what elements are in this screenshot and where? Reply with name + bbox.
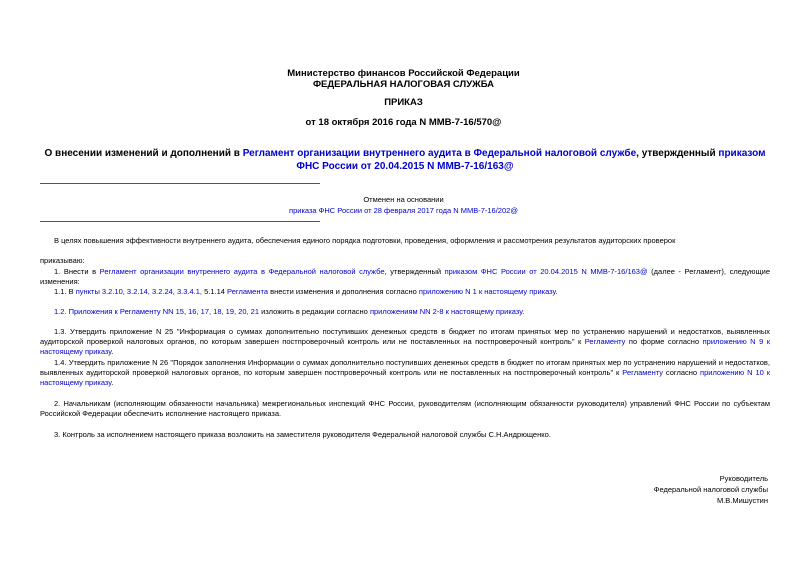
canceled-line xyxy=(0,206,807,215)
ministry-heading: Министерство финансов Российской Федерации xyxy=(287,68,520,79)
p13-text-2: по форме согласно xyxy=(625,337,703,346)
p1-text-3: (далее - Регламент), следующие изменения: xyxy=(40,267,770,286)
doc-date: от 18 октября 2016 года N ММВ-7-16/570@ xyxy=(305,117,502,128)
title-text-2: , утвержденный xyxy=(636,148,719,159)
order-word: приказываю: xyxy=(40,256,85,265)
p1-order-link[interactable]: приказом ФНС России от 20.04.2015 N ММВ-7-16/163@ xyxy=(444,267,648,276)
p14-text-2: согласно xyxy=(662,368,701,377)
document-title xyxy=(40,147,770,173)
canceled-order-link[interactable]: приказа ФНС России от 28 февраля 2017 года N ММВ-7-16/202@ xyxy=(289,206,518,215)
paragraph-1-3 xyxy=(40,327,770,357)
paragraph-2: 2. Начальникам (исполняющим обязанности начальника) межрегиональных инспекций ФНС России, руководителям (исполняющим обязанности руководителя) управлений ФНС России по субъектам Российской Федерации обеспечить исполнение настоящего приказа. xyxy=(40,399,770,418)
p11-points-link[interactable]: пункты 3.2.10, 3.2.14, 3.2.24, 3.3.4.1, xyxy=(75,287,202,296)
p12-text: изложить в редакции согласно xyxy=(259,307,370,316)
p1-text: 1. Внести в xyxy=(54,267,100,276)
signature-name: М.В.Мишустин xyxy=(716,496,768,505)
p12-appendix-link[interactable]: приложениям NN 2-8 к настоящему приказу xyxy=(369,307,523,316)
title-order-link[interactable]: приказом ФНС России от 20.04.2015 N ММВ-7-16/163@ xyxy=(296,148,766,172)
title-reglament-link[interactable]: Регламент организации внутреннего аудита в Федеральной налоговой службе xyxy=(242,148,637,159)
p11-text-2: 5.1.14 xyxy=(202,287,228,296)
paragraph-3: 3. Контроль за исполнением настоящего приказа возложить на заместителя руководителя Федеральной налоговой службы С.Н.Андрющенко. xyxy=(54,430,551,439)
p1-reglament-link[interactable]: Регламент организации внутреннего аудита в Федеральной налоговой службе xyxy=(99,267,385,276)
p13-appendix-link[interactable]: приложению N 9 к настоящему приказу xyxy=(40,337,770,356)
canceled-label: Отменен на основании xyxy=(363,195,444,204)
p11-reglament-link[interactable]: Регламента xyxy=(227,287,268,296)
paragraph-1 xyxy=(40,267,770,287)
divider-top xyxy=(40,183,320,184)
signature-org: Федеральной налоговой службы xyxy=(653,485,768,494)
p12-text-2: . xyxy=(522,307,525,316)
p1-text-2: , утвержденный xyxy=(384,267,445,276)
p11-appendix-link[interactable]: приложению N 1 к настоящему приказу xyxy=(418,287,556,296)
title-text: О внесении изменений и дополнений в xyxy=(44,148,243,159)
divider-bottom xyxy=(40,221,320,222)
signature-title: Руководитель xyxy=(719,474,768,483)
service-heading: ФЕДЕРАЛЬНАЯ НАЛОГОВАЯ СЛУЖБА xyxy=(312,79,495,90)
paragraph-1-2 xyxy=(40,307,770,317)
p14-text: 1.4. Утвердить приложение N 26 "Порядок заполнения Информации о суммах дополнительно поступивших денежных средств в бюджет по итогам принятых мер по устранению нарушений и недостатков, выявленных аудиторской проверкой налоговых органов, по которым завершен постпроверочный контроль или не поставленных на постпроверочный контроль" к xyxy=(40,358,770,377)
p13-text: 1.3. Утвердить приложение N 25 "Информация о суммах дополнительно поступивших денежных средств в бюджет по итогам принятых мер по устранению нарушений и недостатков, выявленных аудиторской проверкой налоговых органов, по которым завершен постпроверочный контроль или не поставленных на постпроверочный контроль" к xyxy=(40,327,770,346)
p12-appendices-link[interactable]: 1.2. Приложения к Регламенту NN 15, 16, 17, 18, 19, 20, 21 xyxy=(54,307,260,316)
p13-text-3: . xyxy=(111,347,114,356)
p14-reglament-link[interactable]: Регламенту xyxy=(622,368,663,377)
p11-text: 1.1. В xyxy=(54,287,76,296)
p11-text-4: . xyxy=(555,287,558,296)
p13-reglament-link[interactable]: Регламенту xyxy=(584,337,626,346)
paragraph-1-4 xyxy=(40,358,770,388)
intro-paragraph: В целях повышения эффективности внутреннего аудита, обеспечения единого порядка подготовки, проведения, оформления и рассмотрения результатов аудиторских проверок xyxy=(54,236,676,245)
paragraph-1-1 xyxy=(40,287,770,297)
p14-text-3: . xyxy=(111,378,114,387)
p11-text-3: внести изменения и дополнения согласно xyxy=(268,287,419,296)
p14-appendix-link[interactable]: приложению N 10 к настоящему приказу xyxy=(40,368,771,387)
doc-type: ПРИКАЗ xyxy=(384,97,423,108)
